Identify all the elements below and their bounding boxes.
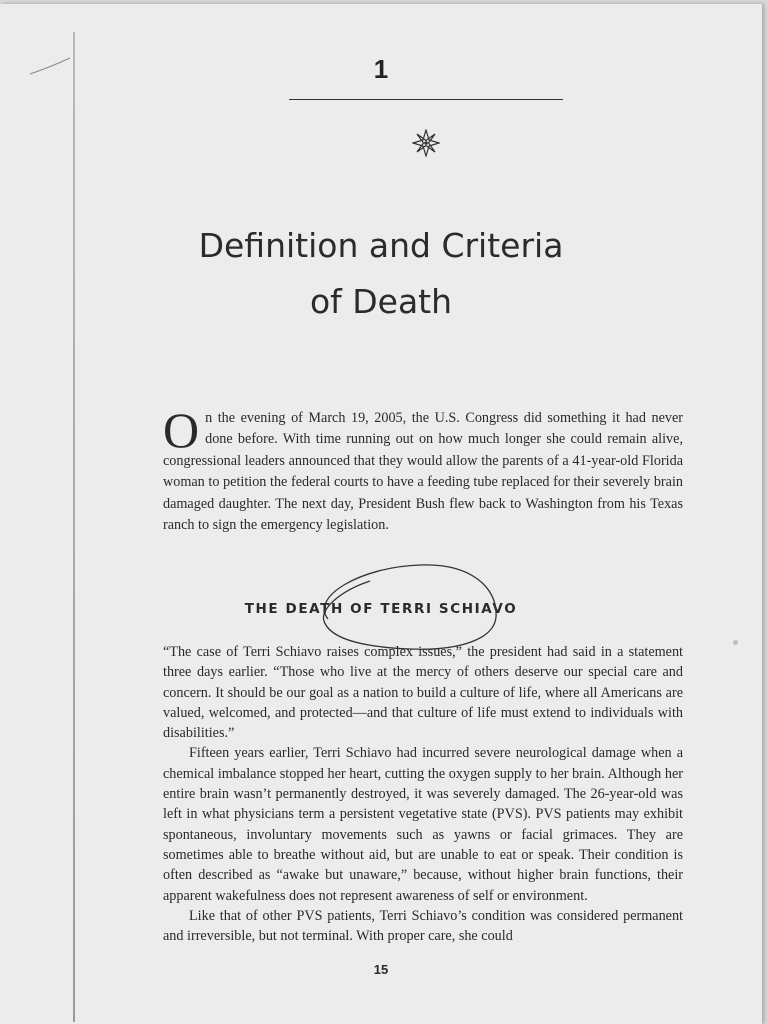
chapter-number: 1 xyxy=(373,54,389,84)
chapter-rule xyxy=(289,99,563,100)
scan-speck xyxy=(733,640,738,645)
body-paragraph: “The case of Terri Schiavo raises complex issues,” the president had said in a statement three days earlier. “Those who live at the mercy of others deserve our special care and concern. It should be our goal as a nation to build a culture of life, where all Americans are valued, welcomed, and protected—and that culture of life must extend to individuals with disabilities.” xyxy=(163,644,683,742)
scan-margin-line xyxy=(73,32,75,1022)
chapter-title xyxy=(0,218,762,330)
book-page xyxy=(0,4,762,1024)
handwritten-circle-mark xyxy=(300,559,515,654)
intro-text: n the evening of March 19, 2005, the U.S. Congress did something it had never done before. With time running out on how much longer she could remain alive, congressional leaders announced that they would allow the parents of a 41-year-old Florida woman to petition the federal courts to have a feeding tube replaced for their severely brain damaged daughter. The next day, President Bush flew back to Washington from his Texas ranch to sign the emergency legislation. xyxy=(163,410,683,534)
body-paragraph: Like that of other PVS patients, Terri Schiavo’s condition was considered permanent and irreversible, but not terminal. With proper care, she could xyxy=(163,907,683,945)
body-paragraph: Fifteen years earlier, Terri Schiavo had incurred severe neurological damage when a chemical imbalance stopped her heart, cutting the oxygen supply to her brain. Although her entire brain wasn’t permanently destroyed, it was severely damaged. The 26-year-old was left in what physicians term a persistent vegetative state (PVS). PVS patients may exhibit spontaneous, involuntary movements such as yawns or facial grimaces. They are sometimes able to breathe without aid, but are unable to eat or speak. Their condition is often described as “awake but unaware,” because, without higher brain functions, their apparent wakefulness does not represent awareness of self or environment. xyxy=(163,745,683,904)
chapter-title-line-2: of Death xyxy=(309,282,453,321)
compass-star-ornament-icon xyxy=(412,129,440,157)
drop-cap: O xyxy=(163,402,200,458)
intro-paragraph xyxy=(163,402,683,536)
section-body xyxy=(163,642,683,946)
chapter-title-line-1: Definition and Criteria xyxy=(198,226,564,265)
section-heading: THE DEATH OF TERRI SCHIAVO xyxy=(244,601,518,617)
page-number: 15 xyxy=(373,962,389,977)
